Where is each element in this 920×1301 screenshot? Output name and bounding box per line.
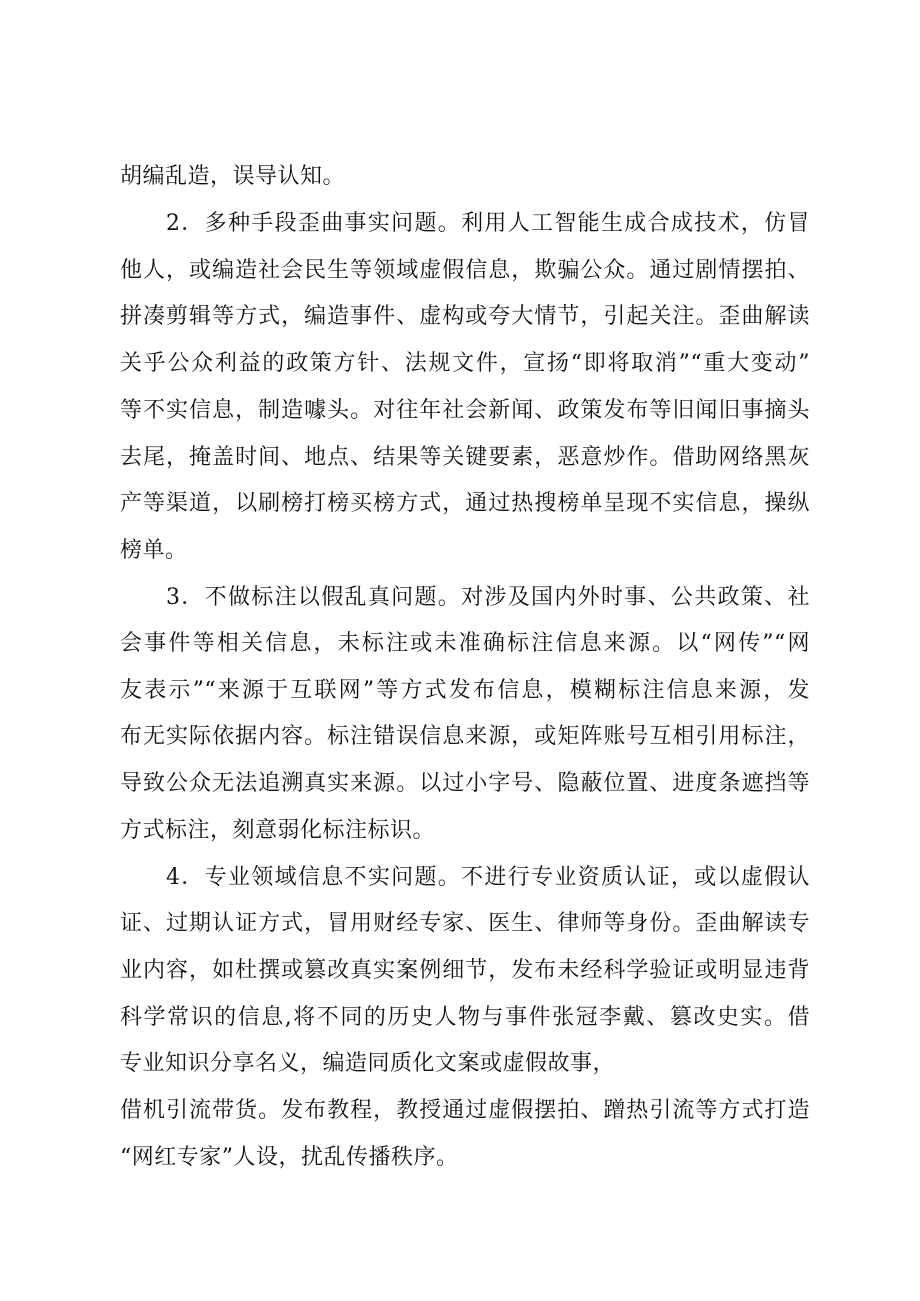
text-line: 证、过期认证方式，冒用财经专家、医生、律师等身份。歪曲解读专 — [120, 911, 810, 936]
text-line: 他人，或编造社会民生等领域虚假信息，欺骗公众。通过剧情摆拍、 — [120, 258, 810, 283]
text-line: 业内容，如杜撰或篡改真实案例细节，发布未经科学验证或明显违背 — [120, 958, 810, 983]
text-line: 布无实际依据内容。标注错误信息来源，或矩阵账号互相引用标注， — [120, 724, 810, 749]
text-line: 去尾，掩盖时间、地点、结果等关键要素，恶意炒作。借助网络黑灰 — [120, 445, 810, 470]
text-line: “网红专家”人设，扰乱传播秩序。 — [120, 1145, 459, 1170]
text-line: 专业知识分享名义，编造同质化文案或虚假故事， — [120, 1051, 616, 1076]
paragraph-heading-4: 4．专业领域信息不实问题。不进行专业资质认证，或以虚假认 — [166, 865, 810, 890]
paragraph-heading-3: 3．不做标注以假乱真问题。对涉及国内外时事、公共政策、社 — [166, 585, 810, 610]
text-line: 会事件等相关信息，未标注或未准确标注信息来源。以“网传”“网 — [120, 631, 810, 656]
text-line: 产等渠道，以刷榜打榜买榜方式，通过热搜榜单呈现不实信息，操纵 — [120, 491, 810, 516]
paragraph-heading-2: 2．多种手段歪曲事实问题。利用人工智能生成合成技术，仿冒 — [166, 211, 810, 236]
text-line: 胡编乱造，误导认知。 — [120, 164, 346, 189]
text-line: 方式标注，刻意弱化标注标识。 — [120, 818, 436, 843]
text-line: 科学常识的信息,将不同的历史人物与事件张冠李戴、篡改史实。借 — [120, 1005, 810, 1030]
text-line: 拼凑剪辑等方式，编造事件、虚构或夸大情节，引起关注。歪曲解读 — [120, 304, 810, 329]
text-line: 关乎公众利益的政策方针、法规文件，宣扬“即将取消”“重大变动” — [120, 351, 810, 376]
text-line: 等不实信息，制造噱头。对往年社会新闻、政策发布等旧闻旧事摘头 — [120, 398, 810, 423]
text-line: 导致公众无法追溯真实来源。以过小字号、隐蔽位置、进度条遮挡等 — [120, 771, 810, 796]
text-line: 借机引流带货。发布教程，教授通过虚假摆拍、蹭热引流等方式打造 — [120, 1098, 810, 1123]
text-line: 友表示”“来源于互联网”等方式发布信息，模糊标注信息来源，发 — [120, 678, 810, 703]
text-line: 榜单。 — [120, 538, 188, 563]
